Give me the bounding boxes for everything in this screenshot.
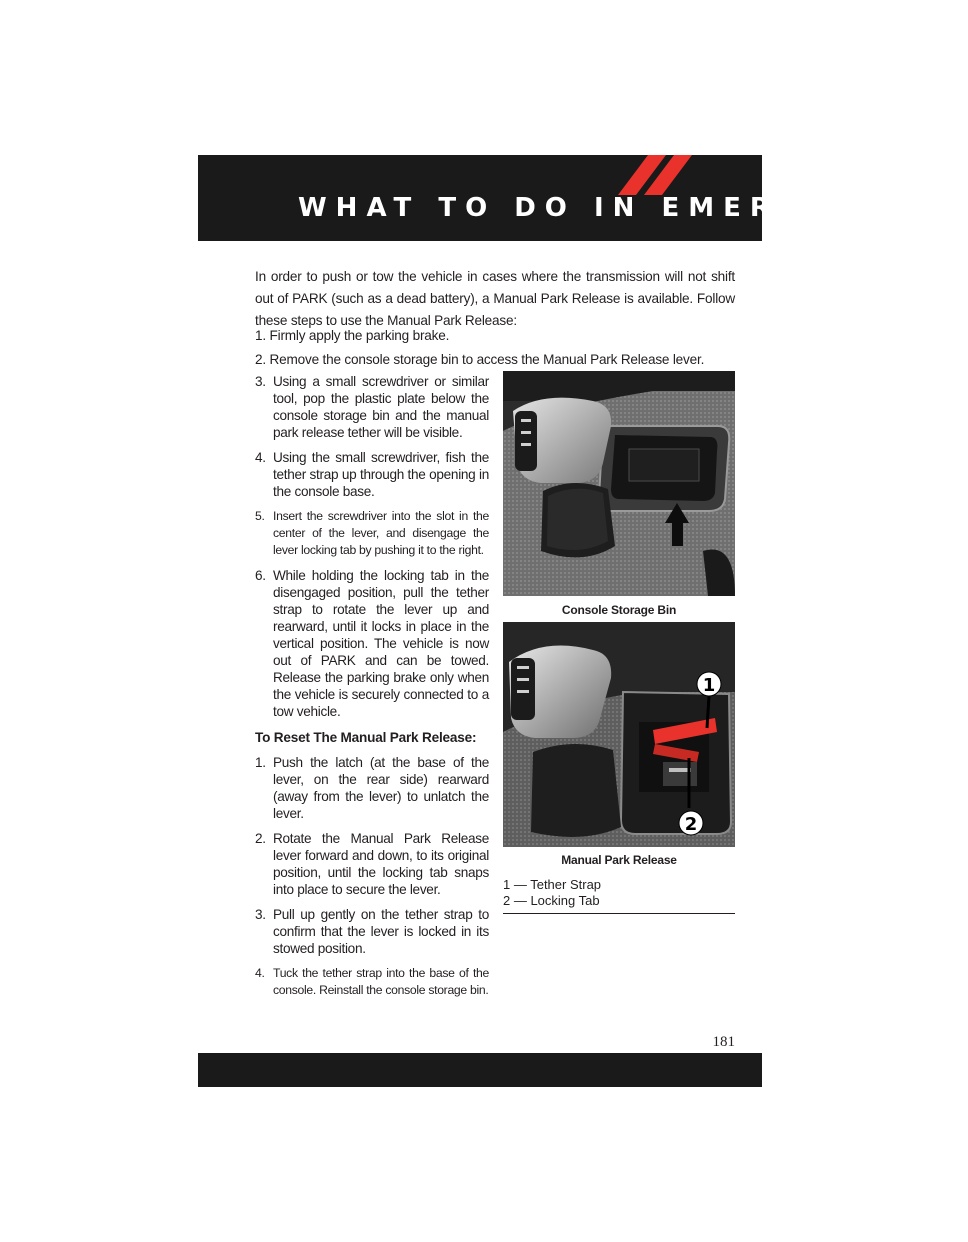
racing-stripes-icon (612, 155, 702, 195)
reset-step-4 (255, 965, 489, 999)
step-number: 4. (255, 966, 265, 980)
reset-step-2 (255, 830, 489, 898)
reset-heading: To Reset The Manual Park Release: (255, 730, 477, 745)
step-6 (255, 567, 489, 720)
step-text: Rotate the Manual Park Release lever forward and down, to its original position, until the locking tab snaps into place to secure the lever. (273, 831, 489, 897)
page-number: 181 (712, 1034, 735, 1050)
legend-item-locking-tab: 2 — Locking Tab (503, 893, 600, 908)
section-title: WHAT TO DO IN EMERGENCIES (298, 193, 968, 223)
step-3 (255, 373, 489, 441)
step-text: Using a small screwdriver or similar tool, pop the plastic plate below the console storage bin and the manual park release tether will be visible. (273, 374, 489, 440)
step-text: Using the small screwdriver, fish the tether strap up through the opening in the console base. (273, 450, 489, 499)
step-5 (255, 508, 489, 559)
instructions-column (255, 373, 489, 1007)
step-number: 3. (255, 374, 266, 389)
step-number: 2. (255, 352, 266, 367)
console-storage-bin-caption: Console Storage Bin (561, 603, 677, 617)
manual-park-release-caption: Manual Park Release (561, 853, 677, 867)
intro-paragraph: In order to push or tow the vehicle in cases where the transmission will not shift out of PARK (such as a dead battery), a Manual Park Release is available. Follow these steps to use the Manual Park Release: (255, 269, 735, 328)
callout-2-label: 2 (684, 814, 698, 835)
section-header (198, 155, 968, 241)
step-text: Push the latch (at the base of the lever, on the rear side) rearward (away from the lever) to unlatch the lever. (273, 755, 489, 821)
footer-bar (198, 1053, 762, 1087)
step-1 (255, 326, 735, 346)
step-text: Remove the console storage bin to access the Manual Park Release lever. (269, 352, 705, 367)
step-number: 4. (255, 450, 266, 465)
step-text: Tuck the tether strap into the base of the console. Reinstall the console storage bin. (273, 966, 489, 997)
step-4 (255, 449, 489, 500)
figure-legend (503, 877, 735, 914)
step-text: While holding the locking tab in the disengaged position, pull the tether strap to rotate the lever up and rearward, until it locks in place in the vertical position. The vehicle is now out of PARK and can be towed. Release the parking brake only when the vehicle is securely connected to a tow vehicle. (273, 568, 489, 719)
step-text: Insert the screwdriver into the slot in the center of the lever, and disengage the lever locking tab by pushing it to the right. (273, 509, 489, 557)
callout-1-label: 1 (702, 675, 716, 696)
reset-step-1 (255, 754, 489, 822)
step-number: 6. (255, 568, 266, 583)
step-number: 1. (255, 755, 266, 770)
step-number: 1. (255, 328, 266, 343)
step-number: 5. (255, 509, 265, 523)
reset-step-3 (255, 906, 489, 957)
step-number: 3. (255, 907, 266, 922)
step-number: 2. (255, 831, 266, 846)
step-text: Pull up gently on the tether strap to confirm that the lever is locked in its stowed position. (273, 907, 489, 956)
console-storage-bin-photo (503, 371, 735, 596)
legend-item-tether-strap: 1 — Tether Strap (503, 877, 602, 892)
step-text: Firmly apply the parking brake. (269, 328, 450, 343)
manual-park-release-photo (503, 622, 735, 847)
step-2 (255, 350, 735, 370)
